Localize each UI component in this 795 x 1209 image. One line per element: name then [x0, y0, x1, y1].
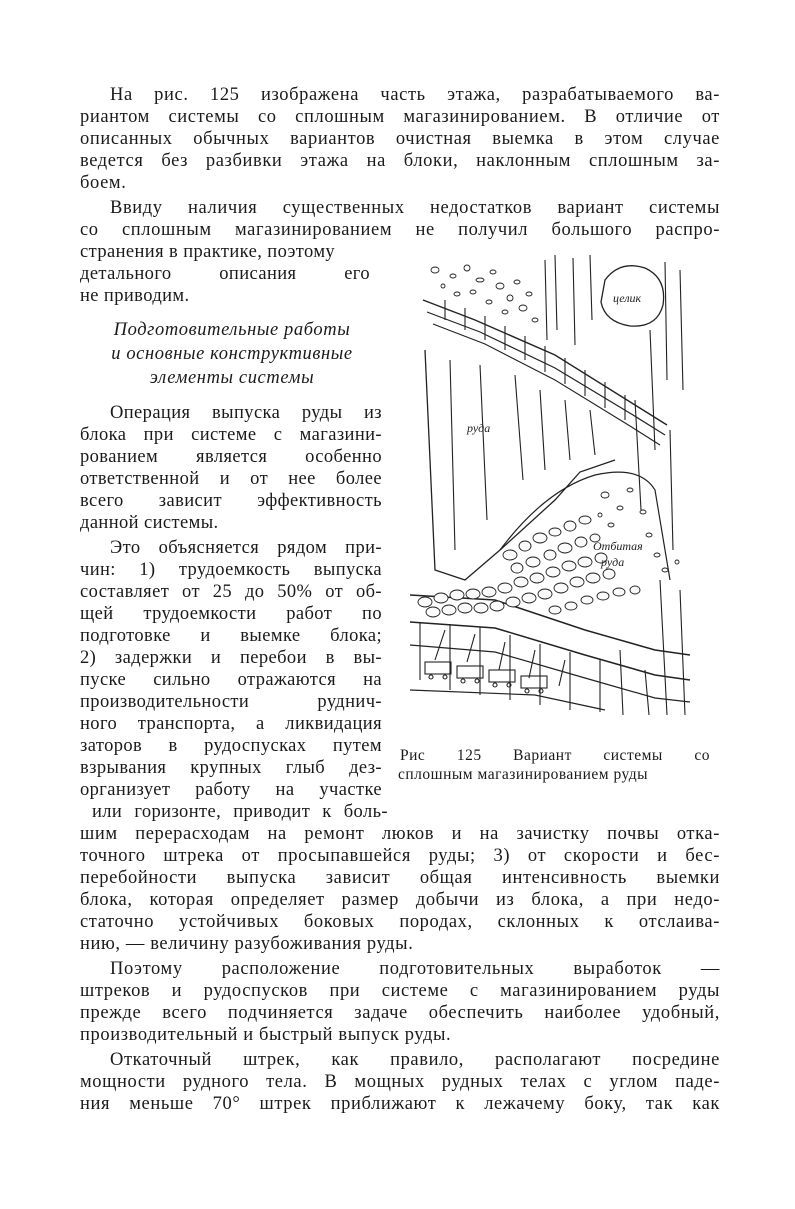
text-line: детального описания его: [80, 264, 370, 284]
text-line: всего зависит эффективность: [80, 491, 382, 511]
text-line: боем.: [80, 173, 127, 193]
text-line: блока, которая определяет размер добычи из блока, а при недо-: [80, 890, 720, 910]
text-line: штреков и рудоспусков при системе с магазинированием руды: [80, 981, 720, 1001]
figure-caption-line-2: сплошным магазинированием руды: [398, 766, 649, 783]
text-line: ответственной и от нее более: [80, 469, 382, 489]
text-line: щей трудоемкости работ по: [80, 604, 382, 624]
text-line: заторов в рудоспусках путем: [80, 736, 382, 756]
text-line: статочно устойчивых боковых породах, склонных к отслаива-: [80, 912, 720, 932]
text-line: чин: 1) трудоемкость выпуска: [80, 560, 382, 580]
heading-line: и основные конструктивные: [111, 344, 353, 364]
text-line: ния меньше 70° штрек приближают к лежачему боку, так как: [80, 1094, 720, 1114]
text-line: подготовке и выемке блока;: [80, 626, 382, 646]
text-line: Это объясняется рядом при-: [110, 538, 382, 558]
text-line: составляет от 25 до 50% от об-: [80, 582, 382, 602]
text-line: рованием является особенно: [80, 447, 382, 467]
text-line: прежде всего подчиняется задаче обеспечить наиболее удобный,: [80, 1003, 720, 1023]
text-line: ведется без разбивки этажа на блоки, наклонным сплошным за-: [80, 151, 720, 171]
figure-125-illustration: [405, 250, 695, 720]
heading-line: элементы системы: [149, 368, 315, 388]
text-line: На рис. 125 изображена часть этажа, разрабатываемого ва-: [110, 85, 720, 105]
text-line: перебойности выпуска зависит общая интенсивность выемки: [80, 868, 720, 888]
text-line: данной системы.: [80, 513, 219, 533]
text-line: не приводим.: [80, 286, 190, 306]
text-line: 2) задержки и перебои в вы-: [80, 648, 382, 668]
text-line: ного транспорта, а ликвидация: [80, 714, 382, 734]
figure-caption-line-1: Рис 125 Вариант системы со: [400, 747, 710, 764]
text-line: Поэтому расположение подготовительных выработок —: [110, 959, 720, 979]
text-line: мощности рудного тела. В мощных рудных телах с углом паде-: [80, 1072, 720, 1092]
text-line: организует работу на участке: [80, 780, 382, 800]
label-broken-ore-1: Отбитая: [593, 539, 643, 553]
text-line: пуске сильно отражаются на: [80, 670, 382, 690]
text-line: взрывания крупных глыб дез-: [80, 758, 382, 778]
label-pillar: целик: [613, 291, 642, 305]
text-line: шим перерасходам на ремонт люков и на зачистку почвы отка-: [80, 824, 720, 844]
text-line: блока при системе с магазини-: [80, 425, 382, 445]
label-broken-ore-2: руда: [601, 555, 625, 569]
text-line: или горизонте, приводит к боль-: [92, 802, 388, 822]
text-line: Откаточный штрек, как правило, располагают посредине: [110, 1050, 720, 1070]
text-line: производительности руднич-: [80, 692, 382, 712]
text-line: риантом системы со сплошным магазинированием. В отличие от: [80, 107, 720, 127]
text-line: Ввиду наличия существенных недостатков вариант системы: [110, 198, 720, 218]
heading-line: Подготовительные работы: [113, 320, 351, 340]
text-line: со сплошным магазинированием не получил большого распро-: [80, 220, 720, 240]
label-ore: руда: [467, 421, 491, 435]
text-line: описанных обычных вариантов очистная выемка в этом случае: [80, 129, 720, 149]
text-line: точного штрека от просыпавшейся руды; 3) от скорости и бес-: [80, 846, 720, 866]
text-line: нию, — величину разубоживания руды.: [80, 934, 414, 954]
text-line: странения в практике, поэтому: [80, 242, 336, 262]
text-line: производительный и быстрый выпуск руды.: [80, 1025, 452, 1045]
mine-section-drawing: [405, 250, 695, 720]
text-line: Операция выпуска руды из: [110, 403, 382, 423]
